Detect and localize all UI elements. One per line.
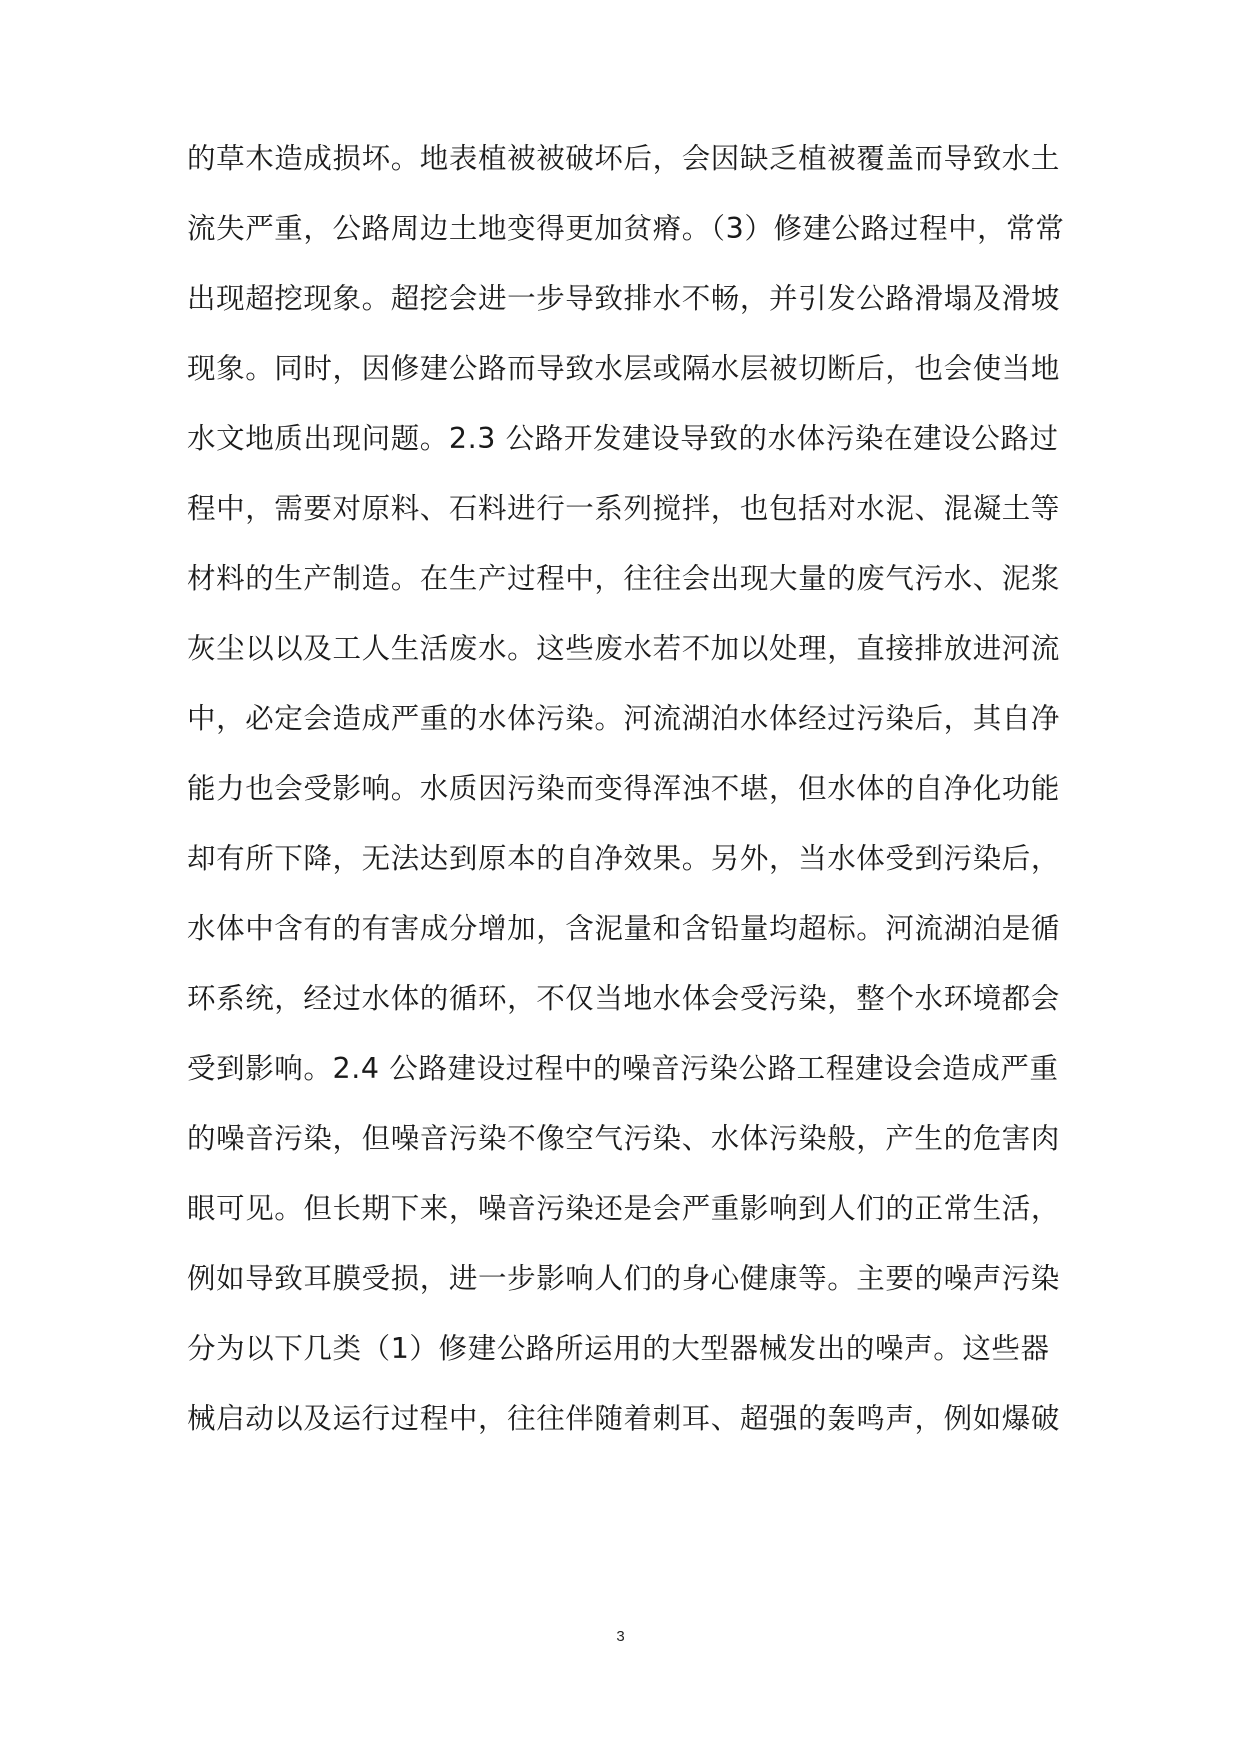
- text-line: 受到影响。2.4 公路建设过程中的噪音污染公路工程建设会造成严重: [187, 1052, 1059, 1085]
- text-line: 的噪音污染，但噪音污染不像空气污染、水体污染般，产生的危害肉: [187, 1122, 1061, 1155]
- text-line: 现象。同时，因修建公路而导致水层或隔水层被切断后，也会使当地: [187, 352, 1061, 385]
- text-line: 水体中含有的有害成分增加，含泥量和含铅量均超标。河流湖泊是循: [187, 912, 1061, 945]
- text-line: 中，必定会造成严重的水体污染。河流湖泊水体经过污染后，其自净: [187, 702, 1061, 735]
- body-text: [187, 142, 1067, 1472]
- page-number: 3: [616, 1628, 625, 1645]
- text-line: 流失严重，公路周边土地变得更加贫瘠。（3）修建公路过程中，常常: [187, 212, 1065, 245]
- text-line: 眼可见。但长期下来，噪音污染还是会严重影响到人们的正常生活，: [187, 1192, 1061, 1225]
- text-line: 的草木造成损坏。地表植被被破坏后，会因缺乏植被覆盖而导致水土: [187, 142, 1061, 175]
- text-line: 却有所下降，无法达到原本的自净效果。另外，当水体受到污染后，: [187, 842, 1061, 875]
- text-line: 程中，需要对原料、石料进行一系列搅拌，也包括对水泥、混凝土等: [187, 492, 1061, 525]
- text-line: 材料的生产制造。在生产过程中，往往会出现大量的废气污水、泥浆: [187, 562, 1061, 595]
- text-line: 灰尘以以及工人生活废水。这些废水若不加以处理，直接排放进河流: [187, 632, 1061, 665]
- text-line: 水文地质出现问题。2.3 公路开发建设导致的水体污染在建设公路过: [187, 422, 1059, 455]
- text-line: 能力也会受影响。水质因污染而变得浑浊不堪，但水体的自净化功能: [187, 772, 1061, 805]
- text-line: 分为以下几类（1）修建公路所运用的大型器械发出的噪声。这些器: [187, 1332, 1050, 1365]
- text-line: 环系统，经过水体的循环，不仅当地水体会受污染，整个水环境都会: [187, 982, 1061, 1015]
- text-line: 械启动以及运行过程中，往往伴随着刺耳、超强的轰鸣声，例如爆破: [187, 1402, 1061, 1435]
- text-line: 出现超挖现象。超挖会进一步导致排水不畅，并引发公路滑塌及滑坡: [187, 282, 1061, 315]
- text-line: 例如导致耳膜受损，进一步影响人们的身心健康等。主要的噪声污染: [187, 1262, 1061, 1295]
